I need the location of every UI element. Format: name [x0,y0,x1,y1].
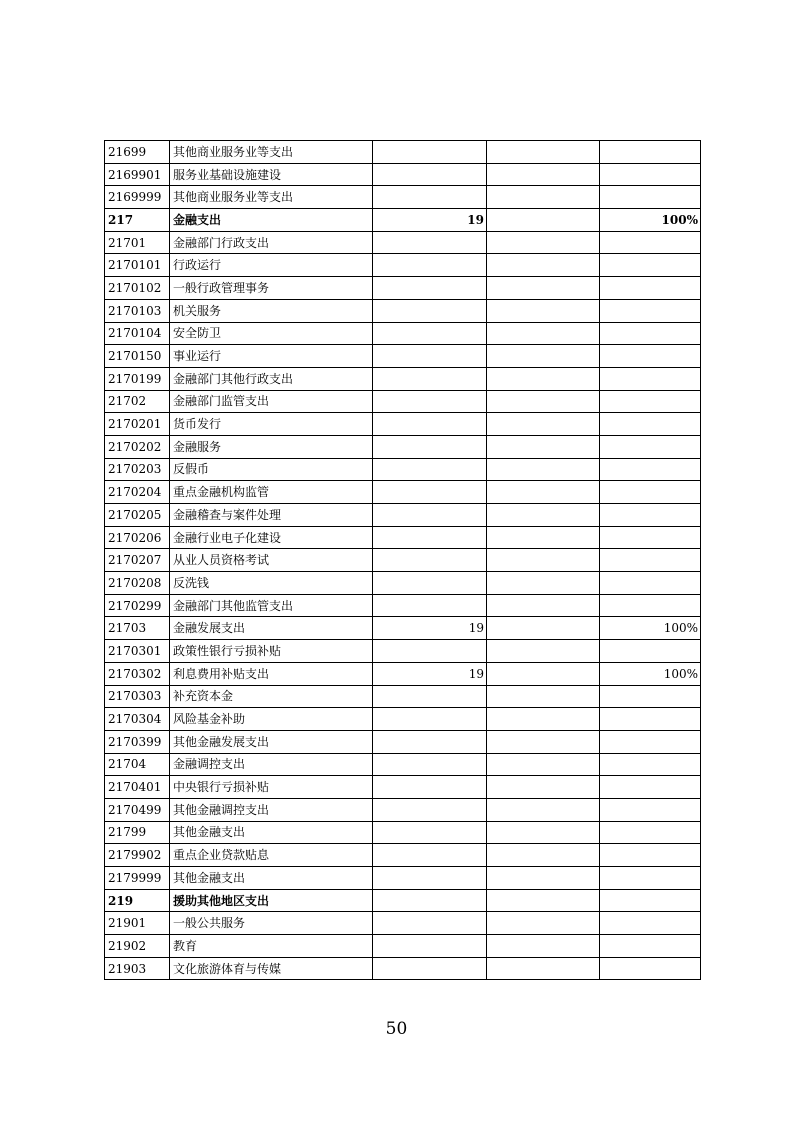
code-cell: 2170150 [105,345,170,368]
value-cell-3 [600,390,701,413]
code-cell: 21699 [105,141,170,164]
table-row [105,912,701,935]
value-cell-1: 19 [373,662,487,685]
table-row [105,662,701,685]
table-row [105,617,701,640]
name-cell: 金融部门行政支出 [170,231,373,254]
value-cell-1 [373,231,487,254]
value-cell-1 [373,163,487,186]
name-cell: 服务业基础设施建设 [170,163,373,186]
value-cell-2 [487,163,600,186]
table-row [105,594,701,617]
value-cell-2 [487,640,600,663]
value-cell-3 [600,141,701,164]
name-cell: 一般行政管理事务 [170,277,373,300]
code-cell: 2170199 [105,367,170,390]
value-cell-1 [373,526,487,549]
name-cell: 金融部门其他行政支出 [170,367,373,390]
name-cell: 机关服务 [170,299,373,322]
value-cell-3 [600,345,701,368]
table-row [105,299,701,322]
code-cell: 21903 [105,957,170,980]
code-cell: 2170205 [105,504,170,527]
value-cell-2 [487,662,600,685]
value-cell-3 [600,844,701,867]
value-cell-1 [373,844,487,867]
value-cell-2 [487,435,600,458]
value-cell-3 [600,821,701,844]
table-row [105,322,701,345]
value-cell-1 [373,753,487,776]
value-cell-1 [373,957,487,980]
value-cell-2 [487,889,600,912]
table-row [105,526,701,549]
value-cell-2 [487,186,600,209]
value-cell-1 [373,299,487,322]
value-cell-3 [600,322,701,345]
table-row [105,163,701,186]
value-cell-2 [487,957,600,980]
name-cell: 教育 [170,935,373,958]
name-cell: 安全防卫 [170,322,373,345]
value-cell-3 [600,526,701,549]
value-cell-2 [487,322,600,345]
value-cell-2 [487,730,600,753]
value-cell-1 [373,867,487,890]
table-row [105,413,701,436]
code-cell: 2170102 [105,277,170,300]
code-cell: 21704 [105,753,170,776]
name-cell: 其他金融支出 [170,821,373,844]
name-cell: 反假币 [170,458,373,481]
name-cell: 一般公共服务 [170,912,373,935]
name-cell: 政策性银行亏损补贴 [170,640,373,663]
table-row [105,685,701,708]
value-cell-1 [373,549,487,572]
value-cell-2 [487,481,600,504]
value-cell-2 [487,390,600,413]
value-cell-2 [487,798,600,821]
value-cell-2 [487,594,600,617]
code-cell: 2170203 [105,458,170,481]
code-cell: 21799 [105,821,170,844]
code-cell: 21901 [105,912,170,935]
code-cell: 2170103 [105,299,170,322]
name-cell: 行政运行 [170,254,373,277]
name-cell: 金融行业电子化建设 [170,526,373,549]
code-cell: 2170206 [105,526,170,549]
table-row [105,186,701,209]
value-cell-1 [373,277,487,300]
name-cell: 金融调控支出 [170,753,373,776]
code-cell: 2170302 [105,662,170,685]
code-cell: 2170204 [105,481,170,504]
code-cell: 219 [105,889,170,912]
value-cell-2 [487,617,600,640]
name-cell: 风险基金补助 [170,708,373,731]
value-cell-1 [373,435,487,458]
value-cell-2 [487,299,600,322]
page-number: 50 [385,1019,408,1039]
value-cell-1 [373,594,487,617]
code-cell: 2170207 [105,549,170,572]
value-cell-2 [487,776,600,799]
code-cell: 21902 [105,935,170,958]
name-cell: 金融支出 [170,209,373,232]
name-cell: 从业人员资格考试 [170,549,373,572]
value-cell-3 [600,912,701,935]
code-cell: 2170104 [105,322,170,345]
value-cell-3 [600,231,701,254]
code-cell: 2170201 [105,413,170,436]
name-cell: 反洗钱 [170,572,373,595]
value-cell-3: 100% [600,617,701,640]
value-cell-2 [487,844,600,867]
budget-table [104,140,701,980]
code-cell: 2169901 [105,163,170,186]
code-cell: 2169999 [105,186,170,209]
value-cell-1 [373,708,487,731]
value-cell-1: 19 [373,209,487,232]
name-cell: 金融服务 [170,435,373,458]
value-cell-2 [487,685,600,708]
value-cell-1 [373,504,487,527]
code-cell: 217 [105,209,170,232]
value-cell-2 [487,912,600,935]
code-cell: 21702 [105,390,170,413]
value-cell-2 [487,526,600,549]
table-row [105,481,701,504]
table-row [105,776,701,799]
table-row [105,730,701,753]
value-cell-1 [373,730,487,753]
value-cell-2 [487,935,600,958]
code-cell: 2170301 [105,640,170,663]
value-cell-3 [600,186,701,209]
table-row [105,390,701,413]
value-cell-3 [600,730,701,753]
value-cell-2 [487,572,600,595]
value-cell-3: 100% [600,662,701,685]
value-cell-3 [600,458,701,481]
value-cell-2 [487,345,600,368]
name-cell: 其他金融调控支出 [170,798,373,821]
code-cell: 2170304 [105,708,170,731]
table-row [105,367,701,390]
table-row [105,640,701,663]
value-cell-3 [600,867,701,890]
name-cell: 其他金融发展支出 [170,730,373,753]
value-cell-1 [373,345,487,368]
value-cell-3: 100% [600,209,701,232]
value-cell-1 [373,889,487,912]
value-cell-2 [487,413,600,436]
value-cell-3 [600,776,701,799]
value-cell-1 [373,572,487,595]
value-cell-3 [600,798,701,821]
value-cell-1 [373,186,487,209]
table-row [105,504,701,527]
name-cell: 其他金融支出 [170,867,373,890]
name-cell: 金融部门其他监管支出 [170,594,373,617]
value-cell-3 [600,277,701,300]
name-cell: 重点金融机构监管 [170,481,373,504]
value-cell-1: 19 [373,617,487,640]
value-cell-2 [487,209,600,232]
value-cell-3 [600,481,701,504]
value-cell-3 [600,299,701,322]
name-cell: 援助其他地区支出 [170,889,373,912]
value-cell-2 [487,753,600,776]
name-cell: 货币发行 [170,413,373,436]
value-cell-2 [487,141,600,164]
value-cell-2 [487,708,600,731]
table-row [105,435,701,458]
value-cell-1 [373,935,487,958]
value-cell-1 [373,821,487,844]
value-cell-1 [373,481,487,504]
value-cell-2 [487,254,600,277]
value-cell-1 [373,458,487,481]
code-cell: 2170101 [105,254,170,277]
name-cell: 文化旅游体育与传媒 [170,957,373,980]
value-cell-3 [600,957,701,980]
value-cell-2 [487,367,600,390]
name-cell: 事业运行 [170,345,373,368]
value-cell-3 [600,708,701,731]
name-cell: 其他商业服务业等支出 [170,141,373,164]
table-row [105,345,701,368]
name-cell: 补充资本金 [170,685,373,708]
table-body [105,141,701,980]
value-cell-3 [600,435,701,458]
code-cell: 21701 [105,231,170,254]
code-cell: 2170401 [105,776,170,799]
value-cell-3 [600,163,701,186]
value-cell-3 [600,549,701,572]
code-cell: 21703 [105,617,170,640]
code-cell: 2170208 [105,572,170,595]
value-cell-1 [373,798,487,821]
code-cell: 2170499 [105,798,170,821]
value-cell-2 [487,458,600,481]
name-cell: 利息费用补贴支出 [170,662,373,685]
table-row [105,844,701,867]
value-cell-3 [600,594,701,617]
value-cell-1 [373,322,487,345]
value-cell-2 [487,504,600,527]
table-row [105,821,701,844]
value-cell-3 [600,685,701,708]
value-cell-1 [373,367,487,390]
value-cell-1 [373,390,487,413]
value-cell-3 [600,572,701,595]
value-cell-1 [373,413,487,436]
code-cell: 2170299 [105,594,170,617]
name-cell: 金融部门监管支出 [170,390,373,413]
value-cell-3 [600,640,701,663]
code-cell: 2179999 [105,867,170,890]
value-cell-1 [373,141,487,164]
value-cell-1 [373,912,487,935]
value-cell-3 [600,413,701,436]
value-cell-2 [487,277,600,300]
value-cell-1 [373,254,487,277]
value-cell-2 [487,231,600,254]
table-row [105,209,701,232]
table-row [105,141,701,164]
table-row [105,798,701,821]
table-row [105,957,701,980]
value-cell-3 [600,254,701,277]
value-cell-3 [600,753,701,776]
table-row [105,277,701,300]
value-cell-2 [487,867,600,890]
code-cell: 2170399 [105,730,170,753]
value-cell-1 [373,776,487,799]
table-row [105,708,701,731]
table-row [105,254,701,277]
name-cell: 其他商业服务业等支出 [170,186,373,209]
value-cell-1 [373,640,487,663]
table-row [105,867,701,890]
name-cell: 重点企业贷款贴息 [170,844,373,867]
code-cell: 2170303 [105,685,170,708]
value-cell-1 [373,685,487,708]
name-cell: 金融发展支出 [170,617,373,640]
table-row [105,889,701,912]
table-row [105,753,701,776]
code-cell: 2179902 [105,844,170,867]
table-row [105,231,701,254]
table-row [105,458,701,481]
table-row [105,935,701,958]
value-cell-2 [487,549,600,572]
name-cell: 中央银行亏损补贴 [170,776,373,799]
name-cell: 金融稽查与案件处理 [170,504,373,527]
value-cell-3 [600,935,701,958]
value-cell-3 [600,367,701,390]
table-row [105,572,701,595]
table-row [105,549,701,572]
code-cell: 2170202 [105,435,170,458]
value-cell-2 [487,821,600,844]
value-cell-3 [600,889,701,912]
value-cell-3 [600,504,701,527]
